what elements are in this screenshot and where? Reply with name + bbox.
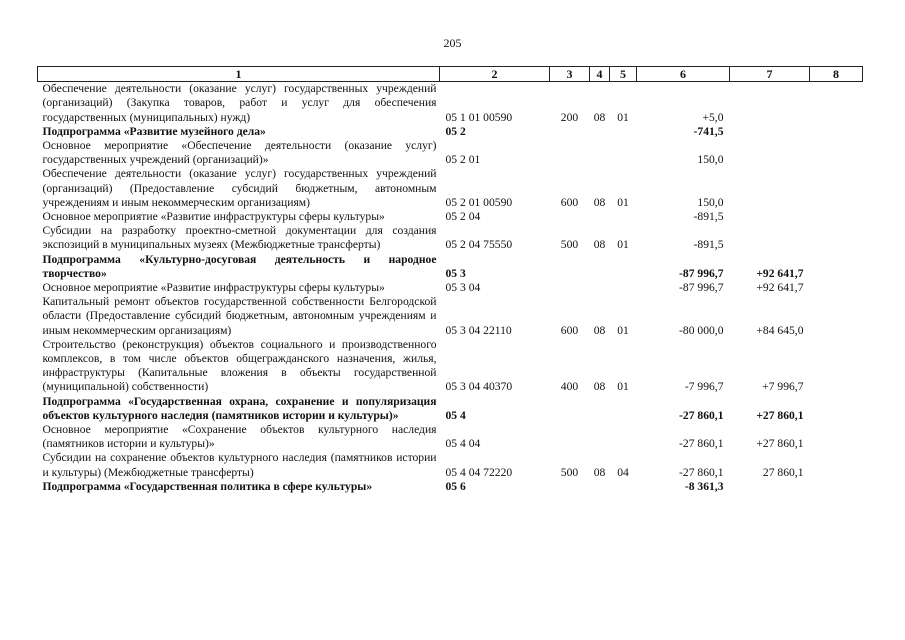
table-row — [38, 338, 863, 395]
table-row — [38, 253, 863, 281]
row-col4-cell: 08 — [593, 195, 606, 209]
table-row — [38, 451, 863, 479]
row-col3-cell: 600 — [560, 195, 579, 209]
row-col4-cell: 08 — [593, 238, 606, 252]
table-row — [38, 295, 863, 338]
row-col4-cell: 08 — [593, 380, 606, 394]
row-code-cell: 05 2 04 — [445, 210, 481, 224]
row-col7-cell — [730, 139, 810, 167]
row-col4-cell: 08 — [593, 465, 606, 479]
row-code-cell: 05 2 01 — [445, 153, 481, 167]
row-col7-cell: +92 641,7 — [756, 266, 804, 280]
row-name-cell: Капитальный ремонт объектов государственной собственности Белгородской области (Предоставление субсидий бюджетным, автономным учреждениям и иным некоммерческим организациям) — [42, 295, 437, 337]
row-col7-cell: +7 996,7 — [762, 380, 804, 394]
table-row — [38, 480, 863, 494]
row-col8-cell — [810, 253, 863, 281]
row-col8-cell — [810, 281, 863, 295]
row-name-cell: Основное мероприятие «Развитие инфраструктуры сферы культуры» — [42, 210, 385, 224]
row-code-cell: 05 3 04 22110 — [445, 323, 512, 337]
row-col5-cell — [610, 423, 637, 451]
row-col5-cell — [610, 253, 637, 281]
row-col4-cell: 08 — [593, 110, 606, 124]
row-col6-cell: -27 860,1 — [679, 465, 724, 479]
row-col7-cell: +92 641,7 — [756, 281, 804, 295]
row-col7-cell — [730, 480, 810, 494]
table-row — [38, 281, 863, 295]
row-col7-cell: +84 645,0 — [756, 323, 804, 337]
row-name-cell: Строительство (реконструкция) объектов социального и производственного комплексов, в том числе объектов общегражданского назначения, жилья, инфраструктуры (Капитальные вложения в объекты государственной (муниципальной) собственности) — [42, 337, 437, 394]
table-row — [38, 82, 863, 125]
row-col3-cell — [550, 210, 590, 224]
row-col3-cell: 600 — [560, 323, 579, 337]
budget-table — [37, 66, 863, 494]
row-col6-cell: +5,0 — [702, 110, 724, 124]
row-col5-cell — [610, 139, 637, 167]
row-name-cell: Подпрограмма «Развитие музейного дела» — [42, 124, 266, 138]
row-col8-cell — [810, 451, 863, 479]
row-code-cell: 05 3 04 — [445, 281, 481, 295]
table-row — [38, 423, 863, 451]
row-col3-cell — [550, 253, 590, 281]
row-col8-cell — [810, 82, 863, 125]
row-col6-cell: 150,0 — [697, 153, 724, 167]
row-col6-cell: 150,0 — [697, 195, 724, 209]
row-name-cell: Подпрограмма «Культурно-досуговая деятельность и народное творчество» — [42, 252, 437, 280]
row-col8-cell — [810, 224, 863, 252]
row-col8-cell — [810, 395, 863, 423]
row-col3-cell — [550, 423, 590, 451]
row-name-cell: Обеспечение деятельности (оказание услуг) государственных учреждений (организаций) (Закупка товаров, работ и услуг для обеспечения государственных (муниципальных) нужд) — [42, 82, 437, 124]
row-col3-cell — [550, 395, 590, 423]
row-col7-cell: +27 860,1 — [756, 408, 804, 422]
column-header-4: 4 — [590, 67, 610, 82]
row-col4-cell: 08 — [593, 323, 606, 337]
row-code-cell: 05 3 — [445, 266, 466, 280]
row-col8-cell — [810, 338, 863, 395]
row-name-cell: Подпрограмма «Государственная охрана, сохранение и популяризация объектов культурного наследия (памятников истории и культуры)» — [42, 394, 437, 422]
table-row — [38, 125, 863, 139]
column-header-8: 8 — [810, 67, 863, 82]
row-code-cell: 05 2 01 00590 — [445, 195, 513, 209]
row-col8-cell — [810, 167, 863, 210]
row-col3-cell: 200 — [560, 110, 579, 124]
row-col4-cell — [590, 253, 610, 281]
row-col4-cell — [590, 210, 610, 224]
row-col6-cell: -8 361,3 — [684, 479, 724, 493]
column-header-2: 2 — [440, 67, 550, 82]
row-col4-cell — [590, 281, 610, 295]
row-col8-cell — [810, 210, 863, 224]
row-col5-cell — [610, 281, 637, 295]
row-col8-cell — [810, 139, 863, 167]
row-col6-cell: -87 996,7 — [679, 266, 724, 280]
row-col5-cell: 04 — [617, 465, 629, 479]
row-col6-cell: -80 000,0 — [679, 323, 724, 337]
table-row — [38, 210, 863, 224]
row-col6-cell: -87 996,7 — [679, 281, 724, 295]
column-header-6: 6 — [637, 67, 730, 82]
row-col6-cell: -27 860,1 — [679, 437, 724, 451]
row-col3-cell — [550, 139, 590, 167]
row-col3-cell — [550, 281, 590, 295]
row-name-cell: Основное мероприятие «Развитие инфраструктуры сферы культуры» — [42, 281, 385, 295]
table-row — [38, 395, 863, 423]
row-col7-cell — [730, 210, 810, 224]
row-col7-cell — [730, 125, 810, 139]
row-col3-cell — [550, 125, 590, 139]
row-name-cell: Субсидии на сохранение объектов культурного наследия (памятников истории и культуры) (Межбюджетные трансферты) — [42, 451, 437, 479]
row-col7-cell: +27 860,1 — [756, 437, 804, 451]
column-header-3: 3 — [550, 67, 590, 82]
row-col8-cell — [810, 480, 863, 494]
row-col4-cell — [590, 480, 610, 494]
row-code-cell: 05 4 — [445, 408, 466, 422]
row-col5-cell: 01 — [617, 110, 629, 124]
row-col5-cell: 01 — [617, 323, 629, 337]
row-col8-cell — [810, 423, 863, 451]
row-col5-cell — [610, 125, 637, 139]
row-col7-cell: 27 860,1 — [762, 465, 804, 479]
row-col3-cell: 500 — [560, 238, 579, 252]
row-name-cell: Основное мероприятие «Обеспечение деятельности (оказание услуг) государственных учреждений (организаций)» — [42, 139, 437, 167]
row-col6-cell: -891,5 — [693, 238, 724, 252]
row-code-cell: 05 1 01 00590 — [445, 110, 513, 124]
row-name-cell: Подпрограмма «Государственная политика в сфере культуры» — [42, 479, 373, 493]
row-col8-cell — [810, 295, 863, 338]
row-col7-cell — [730, 167, 810, 210]
page-number: 205 — [443, 36, 462, 50]
row-name-cell: Субсидии на разработку проектно-сметной документации для создания экспозиций в муниципальных музеях (Межбюджетные трансферты) — [42, 224, 437, 252]
row-col7-cell — [730, 82, 810, 125]
row-col6-cell: -7 996,7 — [684, 380, 724, 394]
row-col5-cell: 01 — [617, 238, 629, 252]
row-col4-cell — [590, 139, 610, 167]
table-body — [38, 82, 863, 494]
row-col5-cell — [610, 210, 637, 224]
row-code-cell: 05 2 04 75550 — [445, 238, 513, 252]
row-col6-cell: -27 860,1 — [679, 408, 724, 422]
row-code-cell: 05 2 — [445, 124, 466, 138]
row-col6-cell: -891,5 — [693, 210, 724, 224]
column-header-7: 7 — [730, 67, 810, 82]
row-code-cell: 05 3 04 40370 — [445, 380, 513, 394]
table-row — [38, 139, 863, 167]
row-col8-cell — [810, 125, 863, 139]
row-col5-cell: 01 — [617, 380, 629, 394]
row-code-cell: 05 4 04 72220 — [445, 465, 513, 479]
row-col4-cell — [590, 125, 610, 139]
row-code-cell: 05 4 04 — [445, 437, 481, 451]
row-col6-cell: -741,5 — [693, 124, 724, 138]
row-col5-cell: 01 — [617, 195, 629, 209]
row-name-cell: Основное мероприятие «Сохранение объектов культурного наследия (памятников истории и культуры)» — [42, 423, 437, 451]
row-code-cell: 05 6 — [445, 479, 466, 493]
row-col3-cell — [550, 480, 590, 494]
row-col7-cell — [730, 224, 810, 252]
row-col4-cell — [590, 395, 610, 423]
row-col3-cell: 400 — [560, 380, 579, 394]
table-row — [38, 224, 863, 252]
row-col5-cell — [610, 395, 637, 423]
row-col5-cell — [610, 480, 637, 494]
column-header-5: 5 — [610, 67, 637, 82]
table-row — [38, 167, 863, 210]
row-name-cell: Обеспечение деятельности (оказание услуг) государственных учреждений (организаций) (Предоставление субсидий бюджетным, автономным учреждениям и иным некоммерческим организациям) — [42, 167, 437, 209]
table-header-row — [38, 67, 863, 82]
row-col3-cell: 500 — [560, 465, 579, 479]
row-col4-cell — [590, 423, 610, 451]
column-header-1: 1 — [38, 67, 440, 82]
